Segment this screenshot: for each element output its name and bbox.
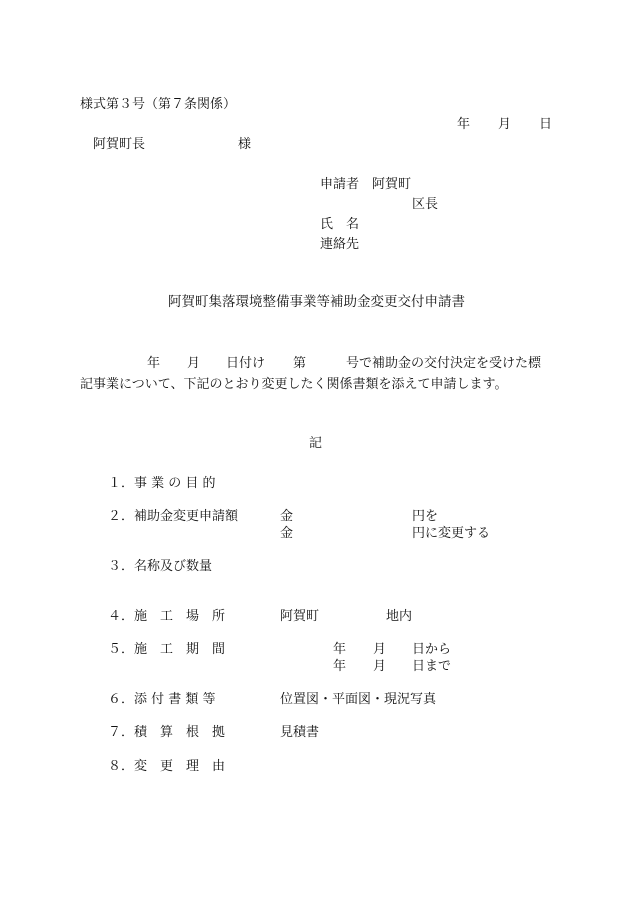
- ki-heading: 記: [309, 436, 323, 451]
- addressee-name: 阿賀町長: [93, 137, 146, 152]
- body-number-prefix: 第: [293, 356, 307, 371]
- applicant-label: 申請者: [320, 177, 360, 192]
- applicant-contact-label: 連絡先: [320, 237, 360, 252]
- applicant-district: 区長: [412, 197, 439, 212]
- item-5-to-year: 年: [333, 659, 347, 674]
- item-2-line2-prefix: 金: [280, 526, 294, 541]
- item-4-label: ４．施 工 場 所: [108, 609, 226, 624]
- applicant-town: 阿賀町: [372, 177, 412, 192]
- item-5-from-day: 日から: [412, 642, 452, 657]
- item-5-from-month: 月: [373, 642, 387, 657]
- body-line1-rest: 号で補助金の交付決定を受けた標: [346, 356, 542, 371]
- item-6-label: ６．添 付 書 類 等: [108, 692, 216, 707]
- body-year: 年: [147, 356, 161, 371]
- date-month-label: 月: [498, 117, 512, 132]
- item-2-line1-suffix: 円を: [412, 509, 439, 524]
- item-2-label: ２．補助金変更申請額: [108, 509, 239, 524]
- item-3-label: ３．名称及び数量: [108, 559, 213, 574]
- item-5-to-day: 日まで: [412, 659, 452, 674]
- item-2-line1-prefix: 金: [280, 509, 294, 524]
- body-dated: 日付け: [226, 356, 266, 371]
- item-8-label: ８．変 更 理 由: [108, 759, 226, 774]
- body-line2: 記事業について、下記のとおり変更したく関係書類を添えて申請します。: [80, 377, 508, 392]
- applicant-name-label: 氏 名: [320, 217, 360, 232]
- form-label: 様式第３号（第７条関係）: [80, 97, 237, 112]
- item-7-value: 見積書: [280, 725, 320, 740]
- item-5-to-month: 月: [373, 659, 387, 674]
- item-2-line2-suffix: 円に変更する: [412, 526, 491, 541]
- date-day-label: 日: [539, 117, 553, 132]
- item-4-suffix: 地内: [386, 609, 413, 624]
- addressee-honorific: 様: [238, 137, 252, 152]
- item-4-town: 阿賀町: [280, 609, 320, 624]
- document-title: 阿賀町集落環境整備事業等補助金変更交付申請書: [168, 294, 465, 310]
- item-6-value: 位置図・平面図・現況写真: [280, 692, 437, 707]
- item-7-label: ７．積 算 根 拠: [108, 725, 226, 740]
- item-5-from-year: 年: [333, 642, 347, 657]
- item-1-label: １．事 業 の 目 的: [108, 476, 216, 491]
- item-5-label: ５．施 工 期 間: [108, 642, 226, 657]
- body-month: 月: [187, 356, 201, 371]
- date-year-label: 年: [457, 117, 471, 132]
